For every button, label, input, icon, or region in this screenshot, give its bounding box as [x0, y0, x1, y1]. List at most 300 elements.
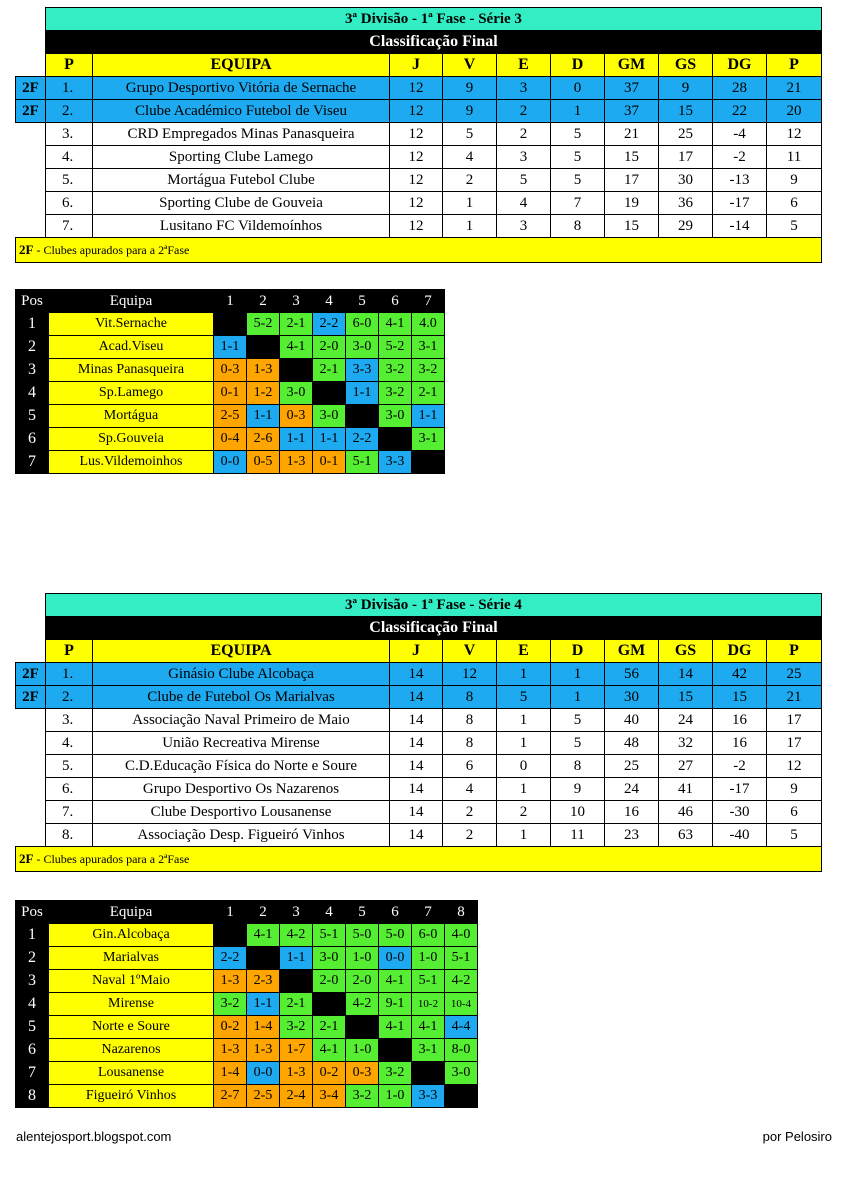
stat-cell-gs: 32 [659, 732, 713, 755]
stat-cell-gm: 21 [605, 123, 659, 146]
table-row [16, 77, 822, 100]
stat-cell-p: 5 [767, 824, 822, 847]
result-cell: 2-0 [313, 970, 346, 993]
result-cell: 2-0 [346, 970, 379, 993]
opponent-header: 1 [214, 901, 247, 924]
stat-cell-e: 0 [497, 755, 551, 778]
result-cell: 4-1 [313, 1039, 346, 1062]
stat-cell-p: 21 [767, 77, 822, 100]
matrix-row [16, 1062, 478, 1085]
stat-cell-p: 5 [767, 215, 822, 238]
position-cell: 1. [46, 77, 93, 100]
opponent-header: 4 [313, 290, 346, 313]
column-header: E [497, 640, 551, 663]
matrix-row [16, 1039, 478, 1062]
result-cell: 1-1 [214, 336, 247, 359]
stat-cell-gm: 19 [605, 192, 659, 215]
opponent-header: 6 [379, 290, 412, 313]
result-cell: 0-4 [214, 428, 247, 451]
result-cell: 2-1 [313, 359, 346, 382]
row-number: 4 [16, 993, 49, 1016]
column-header: P [46, 54, 93, 77]
table-row [16, 686, 822, 709]
position-cell: 6. [46, 778, 93, 801]
spacer [16, 215, 46, 238]
team-name-cell: Associação Naval Primeiro de Maio [93, 709, 390, 732]
stat-cell-v: 8 [443, 709, 497, 732]
result-cell: 1-3 [214, 1039, 247, 1062]
table-row [16, 824, 822, 847]
row-number: 4 [16, 382, 49, 405]
stat-cell-gm: 17 [605, 169, 659, 192]
blog-url[interactable]: alentejosport.blogspot.com [16, 1129, 172, 1144]
stat-cell-dg: -17 [713, 192, 767, 215]
result-cell: 3-1 [412, 428, 445, 451]
result-cell: 3-1 [412, 336, 445, 359]
spacer [16, 192, 46, 215]
result-cell: 3-2 [379, 1062, 412, 1085]
result-cell: 3-1 [412, 1039, 445, 1062]
result-cell: 6-0 [346, 313, 379, 336]
table-row [16, 192, 822, 215]
stat-cell-d: 8 [551, 215, 605, 238]
matrix-row [16, 359, 445, 382]
result-cell: 5-0 [379, 924, 412, 947]
stat-cell-d: 1 [551, 686, 605, 709]
result-cell: 0-2 [313, 1062, 346, 1085]
stat-cell-p: 12 [767, 755, 822, 778]
stat-cell-v: 2 [443, 801, 497, 824]
stat-cell-gs: 41 [659, 778, 713, 801]
table-row [16, 215, 822, 238]
result-cell: 1-0 [412, 947, 445, 970]
result-cell: 3-0 [280, 382, 313, 405]
opponent-header: 5 [346, 901, 379, 924]
result-cell: 1-4 [247, 1016, 280, 1039]
result-cell: 5-2 [247, 313, 280, 336]
team-name-cell: Sporting Clube Lamego [93, 146, 390, 169]
stat-cell-dg: 28 [713, 77, 767, 100]
standings-table-serie-3 [15, 7, 822, 263]
stat-cell-j: 12 [390, 123, 443, 146]
opponent-header: 7 [412, 901, 445, 924]
column-header: V [443, 640, 497, 663]
column-header: V [443, 54, 497, 77]
result-cell: 3-2 [214, 993, 247, 1016]
column-header: P [46, 640, 93, 663]
stat-cell-v: 5 [443, 123, 497, 146]
result-cell: 2-1 [280, 313, 313, 336]
stat-cell-dg: 16 [713, 732, 767, 755]
column-header: J [390, 640, 443, 663]
result-cell: 3-2 [280, 1016, 313, 1039]
stat-cell-j: 14 [390, 732, 443, 755]
row-number: 7 [16, 1062, 49, 1085]
stat-cell-gs: 63 [659, 824, 713, 847]
team-name-cell: Associação Desp. Figueiró Vinhos [93, 824, 390, 847]
stat-cell-gm: 25 [605, 755, 659, 778]
column-header: EQUIPA [93, 54, 390, 77]
stat-cell-d: 5 [551, 709, 605, 732]
result-cell: 1-1 [247, 993, 280, 1016]
result-cell: 3-2 [379, 382, 412, 405]
team-short-name: Marialvas [49, 947, 214, 970]
stat-cell-d: 1 [551, 100, 605, 123]
stat-cell-dg: -2 [713, 146, 767, 169]
result-cell: 0-3 [346, 1062, 379, 1085]
stat-cell-j: 14 [390, 755, 443, 778]
result-cell: 1-1 [280, 428, 313, 451]
row-number: 6 [16, 428, 49, 451]
result-cell: 10-4 [445, 993, 478, 1016]
result-cell: 5-1 [346, 451, 379, 474]
result-cell: 9-1 [379, 993, 412, 1016]
stat-cell-j: 14 [390, 778, 443, 801]
opponent-header: 7 [412, 290, 445, 313]
stat-cell-p: 6 [767, 192, 822, 215]
table-row [16, 732, 822, 755]
self-match-cell [247, 336, 280, 359]
matrix-row [16, 451, 445, 474]
matrix-header-row [16, 290, 445, 313]
footnote-text: - Clubes apurados para a 2ªFase [33, 243, 190, 257]
stat-cell-p: 6 [767, 801, 822, 824]
stat-cell-dg: -4 [713, 123, 767, 146]
stat-cell-v: 2 [443, 824, 497, 847]
stat-cell-gm: 15 [605, 215, 659, 238]
team-name-cell: Grupo Desportivo Os Nazarenos [93, 778, 390, 801]
stat-cell-v: 2 [443, 169, 497, 192]
position-cell: 4. [46, 732, 93, 755]
team-name-cell: Clube de Futebol Os Marialvas [93, 686, 390, 709]
pos-header: Pos [16, 901, 49, 924]
position-cell: 3. [46, 709, 93, 732]
stat-cell-gm: 15 [605, 146, 659, 169]
result-cell: 3-3 [346, 359, 379, 382]
team-header: Equipa [49, 290, 214, 313]
team-name-cell: Clube Desportivo Lousanense [93, 801, 390, 824]
stat-cell-v: 9 [443, 100, 497, 123]
opponent-header: 2 [247, 290, 280, 313]
result-cell: 4.0 [412, 313, 445, 336]
stat-cell-gs: 9 [659, 77, 713, 100]
opponent-header: 6 [379, 901, 412, 924]
column-header: DG [713, 54, 767, 77]
column-header: D [551, 54, 605, 77]
row-number: 2 [16, 947, 49, 970]
table-subtitle: Classificação Final [46, 31, 822, 54]
table-title: 3ª Divisão - 1ª Fase - Série 3 [46, 8, 822, 31]
column-header-row [16, 640, 822, 663]
self-match-cell [313, 993, 346, 1016]
result-cell: 2-0 [313, 336, 346, 359]
stat-cell-v: 4 [443, 146, 497, 169]
stat-cell-e: 3 [497, 215, 551, 238]
result-cell: 0-2 [214, 1016, 247, 1039]
stat-cell-v: 4 [443, 778, 497, 801]
row-number: 2 [16, 336, 49, 359]
matrix-row [16, 993, 478, 1016]
result-cell: 1-3 [247, 359, 280, 382]
stat-cell-j: 12 [390, 169, 443, 192]
stat-cell-d: 1 [551, 663, 605, 686]
position-cell: 3. [46, 123, 93, 146]
column-header: E [497, 54, 551, 77]
self-match-cell [445, 1085, 478, 1108]
stat-cell-gs: 25 [659, 123, 713, 146]
team-name-cell: CRD Empregados Minas Panasqueira [93, 123, 390, 146]
stat-cell-gm: 56 [605, 663, 659, 686]
footnote [16, 847, 822, 872]
team-name-cell: Clube Académico Futebol de Viseu [93, 100, 390, 123]
stat-cell-d: 5 [551, 169, 605, 192]
stat-cell-p: 20 [767, 100, 822, 123]
team-short-name: Nazarenos [49, 1039, 214, 1062]
self-match-cell [412, 1062, 445, 1085]
result-cell: 3-0 [379, 405, 412, 428]
qualified-badge: 2F [16, 663, 46, 686]
spacer [16, 778, 46, 801]
stat-cell-gs: 14 [659, 663, 713, 686]
stat-cell-p: 12 [767, 123, 822, 146]
stat-cell-dg: -2 [713, 755, 767, 778]
stat-cell-e: 2 [497, 100, 551, 123]
stat-cell-e: 2 [497, 123, 551, 146]
results-matrix-serie-4 [15, 900, 478, 1108]
result-cell: 4-1 [280, 336, 313, 359]
stat-cell-dg: 42 [713, 663, 767, 686]
stat-cell-dg: -30 [713, 801, 767, 824]
stat-cell-v: 8 [443, 732, 497, 755]
team-name-cell: União Recreativa Mirense [93, 732, 390, 755]
spacer [16, 169, 46, 192]
stat-cell-e: 4 [497, 192, 551, 215]
result-cell: 3-2 [412, 359, 445, 382]
result-cell: 3-0 [313, 405, 346, 428]
result-cell: 4-0 [445, 924, 478, 947]
team-name-cell: Sporting Clube de Gouveia [93, 192, 390, 215]
column-header: GM [605, 640, 659, 663]
result-cell: 5-2 [379, 336, 412, 359]
result-cell: 0-1 [313, 451, 346, 474]
stat-cell-gs: 30 [659, 169, 713, 192]
row-number: 1 [16, 924, 49, 947]
self-match-cell [379, 1039, 412, 1062]
row-number: 6 [16, 1039, 49, 1062]
self-match-cell [214, 924, 247, 947]
opponent-header: 8 [445, 901, 478, 924]
team-name-cell: Ginásio Clube Alcobaça [93, 663, 390, 686]
result-cell: 6-0 [412, 924, 445, 947]
stat-cell-d: 9 [551, 778, 605, 801]
column-header: D [551, 640, 605, 663]
pos-header: Pos [16, 290, 49, 313]
stat-cell-gs: 29 [659, 215, 713, 238]
stat-cell-j: 12 [390, 192, 443, 215]
result-cell: 8-0 [445, 1039, 478, 1062]
stat-cell-j: 14 [390, 709, 443, 732]
column-header: J [390, 54, 443, 77]
qualified-badge: 2F [16, 77, 46, 100]
stat-cell-e: 5 [497, 169, 551, 192]
team-short-name: Lousanense [49, 1062, 214, 1085]
stat-cell-gm: 24 [605, 778, 659, 801]
stat-cell-p: 21 [767, 686, 822, 709]
position-cell: 4. [46, 146, 93, 169]
result-cell: 4-4 [445, 1016, 478, 1039]
spacer [16, 146, 46, 169]
stat-cell-dg: 22 [713, 100, 767, 123]
team-short-name: Sp.Gouveia [49, 428, 214, 451]
matrix-row [16, 924, 478, 947]
self-match-cell [346, 405, 379, 428]
result-cell: 1-1 [412, 405, 445, 428]
self-match-cell [346, 1016, 379, 1039]
stat-cell-e: 3 [497, 77, 551, 100]
team-short-name: Norte e Soure [49, 1016, 214, 1039]
row-number: 3 [16, 970, 49, 993]
column-header: GM [605, 54, 659, 77]
position-cell: 6. [46, 192, 93, 215]
result-cell: 3-0 [313, 947, 346, 970]
results-matrix-serie-3 [15, 289, 445, 474]
stat-cell-p: 11 [767, 146, 822, 169]
column-header: DG [713, 640, 767, 663]
stat-cell-dg: -14 [713, 215, 767, 238]
stat-cell-gs: 27 [659, 755, 713, 778]
stat-cell-dg: -17 [713, 778, 767, 801]
column-header: GS [659, 640, 713, 663]
result-cell: 2-3 [247, 970, 280, 993]
stat-cell-gs: 17 [659, 146, 713, 169]
stat-cell-j: 14 [390, 824, 443, 847]
column-header-row [16, 54, 822, 77]
stat-cell-v: 6 [443, 755, 497, 778]
row-number: 5 [16, 1016, 49, 1039]
table-row [16, 123, 822, 146]
result-cell: 4-2 [445, 970, 478, 993]
stat-cell-gm: 30 [605, 686, 659, 709]
stat-cell-d: 0 [551, 77, 605, 100]
result-cell: 0-0 [214, 451, 247, 474]
result-cell: 1-0 [379, 1085, 412, 1108]
stat-cell-dg: -13 [713, 169, 767, 192]
stat-cell-gs: 15 [659, 686, 713, 709]
result-cell: 3-2 [379, 359, 412, 382]
row-number: 5 [16, 405, 49, 428]
team-short-name: Figueiró Vinhos [49, 1085, 214, 1108]
result-cell: 2-1 [280, 993, 313, 1016]
matrix-row [16, 336, 445, 359]
column-header: EQUIPA [93, 640, 390, 663]
table-row [16, 709, 822, 732]
table-row [16, 169, 822, 192]
spacer [16, 123, 46, 146]
spacer [16, 617, 46, 640]
stat-cell-d: 8 [551, 755, 605, 778]
spacer [16, 709, 46, 732]
opponent-header: 2 [247, 901, 280, 924]
result-cell: 1-3 [247, 1039, 280, 1062]
result-cell: 1-1 [247, 405, 280, 428]
stat-cell-gs: 24 [659, 709, 713, 732]
result-cell: 5-1 [412, 970, 445, 993]
matrix-row [16, 382, 445, 405]
result-cell: 1-1 [346, 382, 379, 405]
result-cell: 3-4 [313, 1085, 346, 1108]
self-match-cell [247, 947, 280, 970]
team-short-name: Mortágua [49, 405, 214, 428]
stat-cell-p: 9 [767, 169, 822, 192]
position-cell: 1. [46, 663, 93, 686]
stat-cell-j: 12 [390, 100, 443, 123]
column-header: P [767, 640, 822, 663]
stat-cell-gm: 40 [605, 709, 659, 732]
position-cell: 7. [46, 801, 93, 824]
result-cell: 1-0 [346, 947, 379, 970]
self-match-cell [412, 451, 445, 474]
stat-cell-j: 14 [390, 686, 443, 709]
result-cell: 4-2 [346, 993, 379, 1016]
team-name-cell: Mortágua Futebol Clube [93, 169, 390, 192]
stat-cell-dg: 16 [713, 709, 767, 732]
team-short-name: Mirense [49, 993, 214, 1016]
result-cell: 1-3 [280, 1062, 313, 1085]
result-cell: 2-2 [214, 947, 247, 970]
result-cell: 5-0 [346, 924, 379, 947]
stat-cell-j: 12 [390, 146, 443, 169]
opponent-header: 3 [280, 290, 313, 313]
result-cell: 1-3 [280, 451, 313, 474]
stat-cell-p: 25 [767, 663, 822, 686]
matrix-row [16, 313, 445, 336]
table-row [16, 755, 822, 778]
result-cell: 1-7 [280, 1039, 313, 1062]
stat-cell-gm: 37 [605, 100, 659, 123]
stat-cell-v: 1 [443, 215, 497, 238]
result-cell: 3-0 [346, 336, 379, 359]
stat-cell-d: 10 [551, 801, 605, 824]
result-cell: 1-0 [346, 1039, 379, 1062]
matrix-row [16, 1085, 478, 1108]
team-name-cell: Lusitano FC Vildemoínhos [93, 215, 390, 238]
column-header: P [767, 54, 822, 77]
stat-cell-v: 9 [443, 77, 497, 100]
stat-cell-d: 5 [551, 732, 605, 755]
stat-cell-p: 17 [767, 709, 822, 732]
stat-cell-v: 1 [443, 192, 497, 215]
matrix-row [16, 947, 478, 970]
table-subtitle: Classificação Final [46, 617, 822, 640]
stat-cell-dg: 15 [713, 686, 767, 709]
result-cell: 0-0 [379, 947, 412, 970]
opponent-header: 5 [346, 290, 379, 313]
self-match-cell [313, 382, 346, 405]
result-cell: 4-1 [247, 924, 280, 947]
team-header: Equipa [49, 901, 214, 924]
result-cell: 0-1 [214, 382, 247, 405]
spacer [16, 755, 46, 778]
result-cell: 1-1 [313, 428, 346, 451]
result-cell: 4-1 [379, 970, 412, 993]
result-cell: 2-6 [247, 428, 280, 451]
spacer [16, 54, 46, 77]
stat-cell-gs: 15 [659, 100, 713, 123]
stat-cell-v: 8 [443, 686, 497, 709]
stat-cell-e: 1 [497, 778, 551, 801]
result-cell: 2-5 [247, 1085, 280, 1108]
stat-cell-e: 1 [497, 663, 551, 686]
